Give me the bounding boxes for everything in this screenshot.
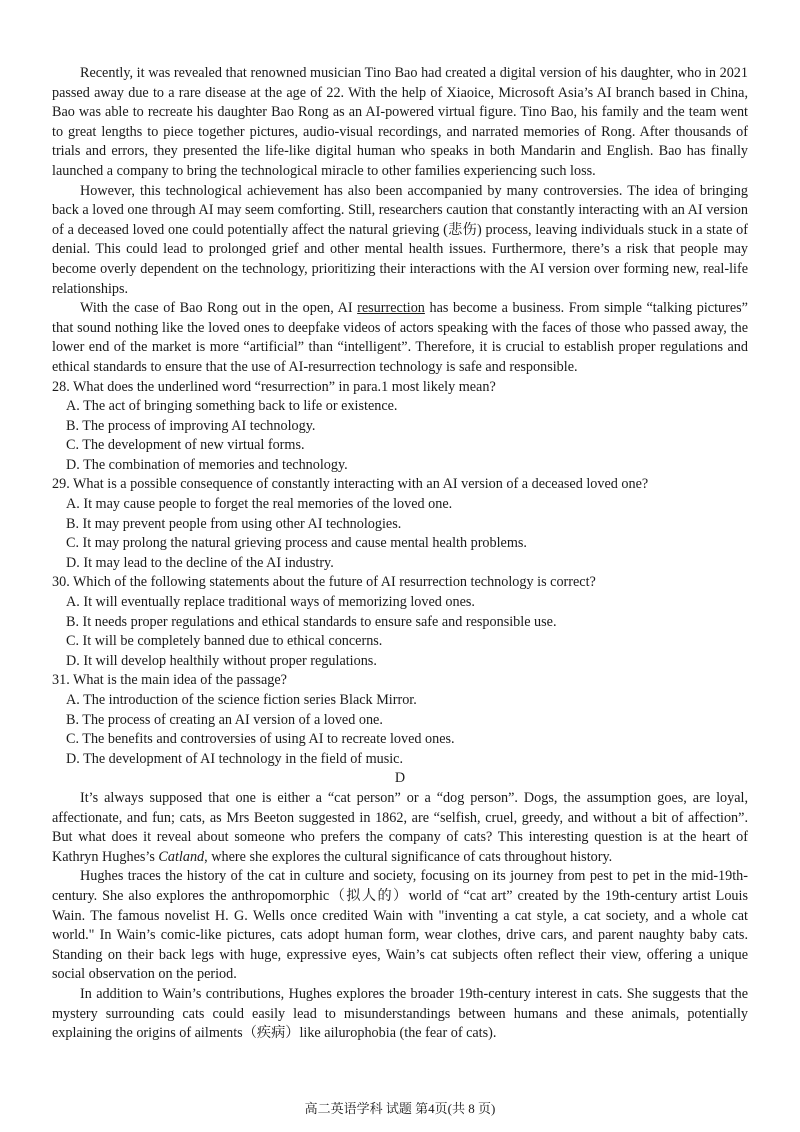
question-30 (52, 573, 748, 671)
option-c[interactable]: C. It will be completely banned due to ethical concerns. (66, 633, 383, 650)
option-c[interactable]: C. The benefits and controversies of using AI to recreate loved ones. (66, 731, 455, 748)
underlined-word: resurrection (357, 300, 425, 317)
option-d[interactable]: D. The combination of memories and technology. (66, 456, 348, 473)
option-c[interactable]: C. The development of new virtual forms. (66, 437, 305, 454)
section-heading-d: D (394, 770, 406, 787)
option-a[interactable]: A. The introduction of the science fiction series Black Mirror. (66, 692, 417, 708)
option-d[interactable]: D. It will develop healthily without proper regulations. (66, 652, 377, 669)
option-d[interactable]: D. The development of AI technology in the field of music. (66, 750, 404, 767)
option-d[interactable]: D. It may lead to the decline of the AI industry. (66, 554, 334, 571)
option-c[interactable]: C. It may prolong the natural grieving process and cause mental health problems. (66, 535, 527, 552)
option-b[interactable]: B. The process of creating an AI version of a loved one. (66, 711, 383, 728)
passage-d-paragraph-2: Hughes traces the history of the cat in culture and society, focusing on its journey from pest to pet in the mid-19th-century. She also explores the anthropomorphic（拟人的）world of “cat art” created by the 19th-century artist Louis Wain. The famous novelist H. G. Wells once credited Wain with "inventing a cat style, a cat society, and a whole cat world." In Wain’s comic-like pictures, cats adopt human form, wear clothes, drive cars, and parent naughty baby cats. Standing on their back legs with huge, expressive eyes, Wain’s cat subjects often reflect their view, offering a unique social observation on the period. (52, 868, 748, 983)
question-stem: 29. What is a possible consequence of constantly interacting with an AI version of a deceased loved one? (52, 476, 649, 493)
question-stem: 30. Which of the following statements about the future of AI resurrection technology is correct? (52, 574, 596, 591)
option-b[interactable]: B. The process of improving AI technology. (66, 417, 316, 434)
book-title: Catland (158, 848, 205, 865)
paragraph-text: It’s always supposed that one is either a “cat person” or a “dog person”. Dogs, the assumption goes, are loyal, affectionate, and fun; cats, as Mrs Beeton suggested in 1862, are “selfish, cruel, greedy, and without a bit of affection”. But what does it reveal about someone who prefers the company of cats? This interesting question is at the heart of Kathryn Hughes’s (52, 789, 748, 865)
paragraph-text: , where she explores the cultural significance of cats throughout history. (204, 848, 613, 865)
passage-c-paragraph-1: Recently, it was revealed that renowned musician Tino Bao had created a digital version of his daughter, who in 2021 passed away due to a rare disease at the age of 22. With the help of Xiaoice, Microsoft Asia’s AI branch based in China, Bao was able to recreate his daughter Bao Rong as an AI-powered virtual figure. Tino Bao, his family and the team went to great lengths to piece together pictures, audio-visual recordings, and narrated memories of Rong. After thousands of trials and errors, they presented the life-like digital human who speaks in both Mandarin and English. Bao has finally launched a company to bring the technological miracle to other families experiencing such loss. (52, 65, 748, 179)
question-31 (52, 671, 748, 769)
question-stem: 31. What is the main idea of the passage? (52, 672, 287, 689)
option-b[interactable]: B. It needs proper regulations and ethical standards to ensure safe and responsible use. (66, 613, 557, 630)
exam-page (52, 64, 748, 1044)
passage-c-paragraph-2: However, this technological achievement has also been accompanied by many controversies. The idea of bringing back a loved one through AI may seem comforting. Still, researchers caution that constantly interacting with an AI version of a deceased loved one could potentially affect the natural grieving (悲伤) process, leaving individuals stuck in a state of denial. This could lead to prolonged grief and other mental health issues. Furthermore, there’s a risk that people may become overly dependent on the technology, prioritizing their interactions with the AI version over forming new, real-life relationships. (52, 182, 748, 297)
option-a[interactable]: A. It may cause people to forget the real memories of the loved one. (66, 496, 453, 513)
passage-d-paragraph-3: In addition to Wain’s contributions, Hughes explores the broader 19th-century interest in cats. She suggests that the mystery surrounding cats could easily lead to misunderstandings between humans and these animals, potentially explaining the origins of ailments（疾病）like ailurophobia (the fear of cats). (52, 985, 748, 1042)
option-b[interactable]: B. It may prevent people from using other AI technologies. (66, 515, 402, 532)
passage-c-paragraph-3 (52, 299, 748, 377)
option-a[interactable]: A. It will eventually replace traditional ways of memorizing loved ones. (66, 594, 475, 611)
paragraph-text: has become a business. From simple “talking pictures” that sound nothing like the loved ones to deepfake videos of actors speaking with the faces of those who passed away, the lower end of the market is more “artificial” than “intelligent”. Therefore, it is crucial to establish proper regulations and ethical standards to ensure that the use of AI-resurrection technology is safe and responsible. (52, 300, 748, 375)
question-stem: 28. What does the underlined word “resurrection” in para.1 most likely mean? (52, 378, 496, 395)
option-a[interactable]: A. The act of bringing something back to life or existence. (66, 398, 398, 415)
question-28 (52, 378, 748, 476)
passage-d-paragraph-1 (52, 789, 748, 867)
question-29 (52, 475, 748, 573)
paragraph-text: With the case of Bao Rong out in the open, AI (80, 300, 358, 317)
page-footer: 高二英语学科 试题 第4页(共 8 页) (304, 1101, 496, 1116)
